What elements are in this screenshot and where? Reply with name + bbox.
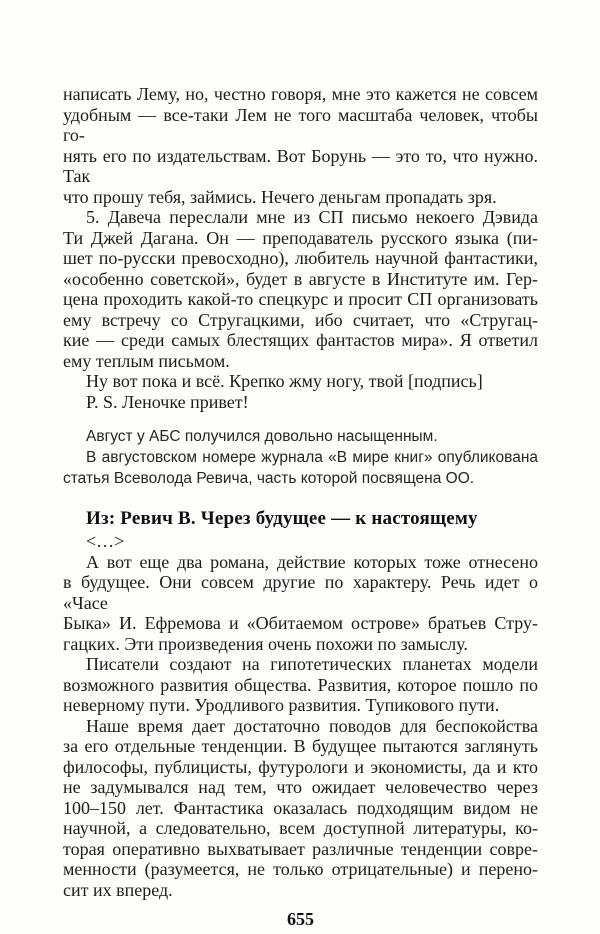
editorial-note-section: [63, 426, 538, 489]
page-number: 655: [287, 909, 314, 929]
text-line: 5. Давеча переслали мне из СП письмо некоего Дэвида: [86, 207, 538, 227]
text-line: философы, публицисты, футурологи и экономисты, да и кто: [63, 756, 538, 777]
paragraph: [63, 84, 538, 207]
paragraph: [63, 426, 538, 447]
text-line: неверному пути. Уродливого развития. Тупикового пути.: [63, 695, 500, 715]
text-line: гацких. Эти произведения очень похожи по замыслу.: [63, 633, 468, 654]
paragraph: [63, 552, 538, 655]
article-heading: Из: Ревич В. Через будущее — к настоящему: [86, 508, 478, 529]
text-line: научной, а следовательно, всем доступной литературы, ко-: [63, 818, 538, 838]
text-line: Быка» И. Ефремова и «Обитаемом острове» братьев Стру-: [63, 613, 538, 633]
text-line: А вот еще два романа, действие которых тоже отнесено: [86, 551, 538, 572]
paragraph: [63, 654, 538, 716]
article-section: [63, 507, 538, 900]
text-line: написать Лему, но, честно говоря, мне это кажется не совсем: [63, 84, 538, 104]
article-body: [63, 552, 538, 901]
text-line: шет по-русски превосходно), любитель научной фантастики,: [63, 248, 538, 268]
text-line: статья Всеволода Ревича, часть которой посвящена ОО.: [63, 470, 475, 487]
text-line: за его отдельные тенденции. В будущее пытаются заглянуть: [63, 736, 538, 756]
text-line: сит их вперед.: [63, 879, 173, 900]
paragraph: [63, 447, 538, 489]
paragraph: [63, 371, 538, 392]
text-line: цена проходить какой-то спецкурс и просит СП организовать: [63, 289, 538, 309]
text-line: Писатели создают на гипотетических планетах модели: [86, 654, 538, 674]
text-line: удобным — все-таки Лем не того масштаба человек, чтобы го-: [63, 104, 538, 145]
text-line: нять его по издательствам. Вот Борунь — это то, что нужно. Так: [63, 145, 538, 186]
letter-section: [63, 84, 538, 412]
text-line: Ти Джей Дагана. Он — преподаватель русского языка (пи-: [63, 227, 538, 248]
text-line: не задумывался над тем, что ожидает человечество через: [63, 777, 538, 797]
text-line: В августовском номере журнала «В мире книг» опубликована: [86, 449, 538, 466]
text-line: в будущее. Они совсем другие по характеру. Речь идет о «Часе: [63, 572, 538, 613]
text-line: ему теплым письмом.: [63, 350, 230, 371]
page-footer: [63, 909, 538, 930]
text-line: возможного развития общества. Развития, которое пошло по: [63, 674, 538, 695]
text-line: Август у АБС получился довольно насыщенным.: [86, 428, 438, 445]
text-line: что прошу тебя, займись. Нечего деньгам пропадать зря.: [63, 186, 497, 207]
text-line: «особенно советской», будет в августе в Институте им. Гер-: [63, 268, 538, 289]
text-line: Ну вот пока и всё. Крепко жму ногу, твой [подпись]: [86, 371, 483, 391]
ellipsis-mark: <…>: [86, 531, 125, 551]
paragraph: [63, 716, 538, 901]
text-line: P. S. Леночке привет!: [86, 391, 249, 412]
text-line: торая оперативно выхватывает различные тенденции совре-: [63, 838, 538, 859]
text-line: ему встречу со Стругацкими, ибо считает, что «Стругац-: [63, 309, 538, 330]
text-line: менности (разумеется, не только отрицательные) и перено-: [63, 859, 538, 879]
text-line: 100–150 лет. Фантастика оказалась подходящим видом не: [63, 797, 538, 818]
text-line: кие — среди самых блестящих фантастов мира». Я ответил: [63, 330, 538, 350]
paragraph: [63, 207, 538, 371]
text-line: Наше время дает достаточно поводов для беспокойства: [86, 715, 538, 736]
paragraph: [63, 392, 538, 413]
